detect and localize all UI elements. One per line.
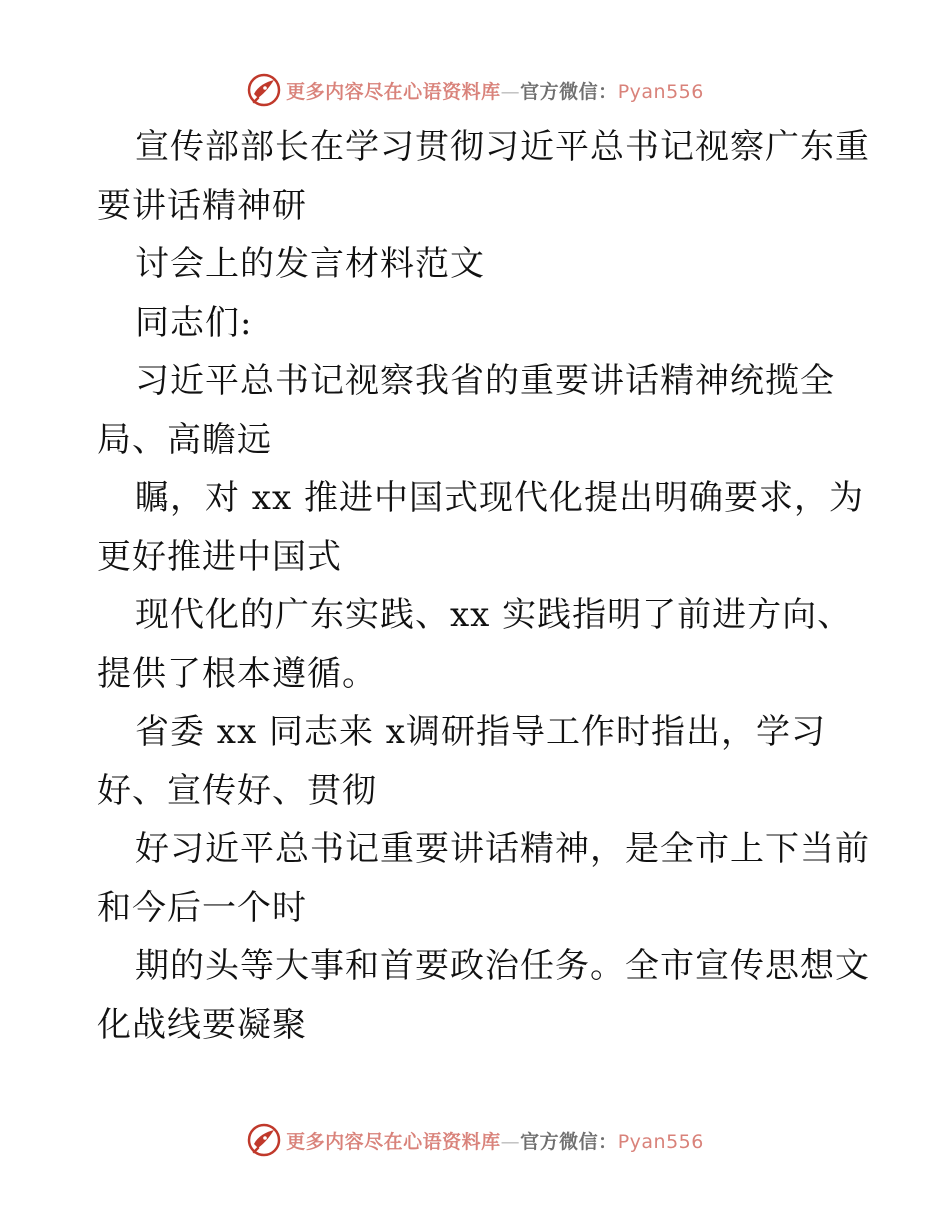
text-line: 要讲话精神研 xyxy=(97,185,307,226)
pen-nib-logo-icon xyxy=(246,72,282,108)
text-line: 同志们: xyxy=(135,302,253,343)
header-banner xyxy=(0,68,950,112)
banner-main-text: 更多内容尽在心语资料库 xyxy=(286,1130,501,1153)
text-line: 好、宣传好、贯彻 xyxy=(97,770,377,811)
banner-label: 官方微信： xyxy=(520,1130,618,1153)
banner-text xyxy=(286,1127,704,1154)
banner-main-text: 更多内容尽在心语资料库 xyxy=(286,80,501,103)
banner-wechat-id: Pyan556 xyxy=(617,80,704,103)
document-body xyxy=(97,118,897,1054)
text-line: 提供了根本遵循。 xyxy=(97,653,377,694)
banner-wechat-id: Pyan556 xyxy=(617,1130,704,1153)
text-line: 化战线要凝聚 xyxy=(97,1004,307,1045)
banner-label: 官方微信： xyxy=(520,80,618,103)
text-line: 省委 xx 同志来 x调研指导工作时指出，学习 xyxy=(135,712,826,752)
text-line: 宣传部部长在学习贯彻习近平总书记视察广东重 xyxy=(135,127,870,167)
text-line: 瞩，对 xx 推进中国式现代化提出明确要求，为 xyxy=(135,478,864,518)
banner-dash: — xyxy=(500,1130,521,1153)
text-line: 讨会上的发言材料范文 xyxy=(135,244,485,284)
text-line: 局、高瞻远 xyxy=(97,419,272,460)
text-line: 习近平总书记视察我省的重要讲话精神统揽全 xyxy=(135,361,835,401)
text-line: 和今后一个时 xyxy=(97,887,307,928)
text-line: 更好推进中国式 xyxy=(97,536,342,577)
banner-text xyxy=(286,77,704,104)
text-line: 好习近平总书记重要讲话精神，是全市上下当前 xyxy=(135,829,870,869)
text-line: 期的头等大事和首要政治任务。全市宣传思想文 xyxy=(135,946,870,986)
text-line: 现代化的广东实践、xx 实践指明了前进方向、 xyxy=(135,595,853,635)
footer-banner xyxy=(0,1118,950,1162)
banner-dash: — xyxy=(500,80,521,103)
pen-nib-logo-icon xyxy=(246,1122,282,1158)
